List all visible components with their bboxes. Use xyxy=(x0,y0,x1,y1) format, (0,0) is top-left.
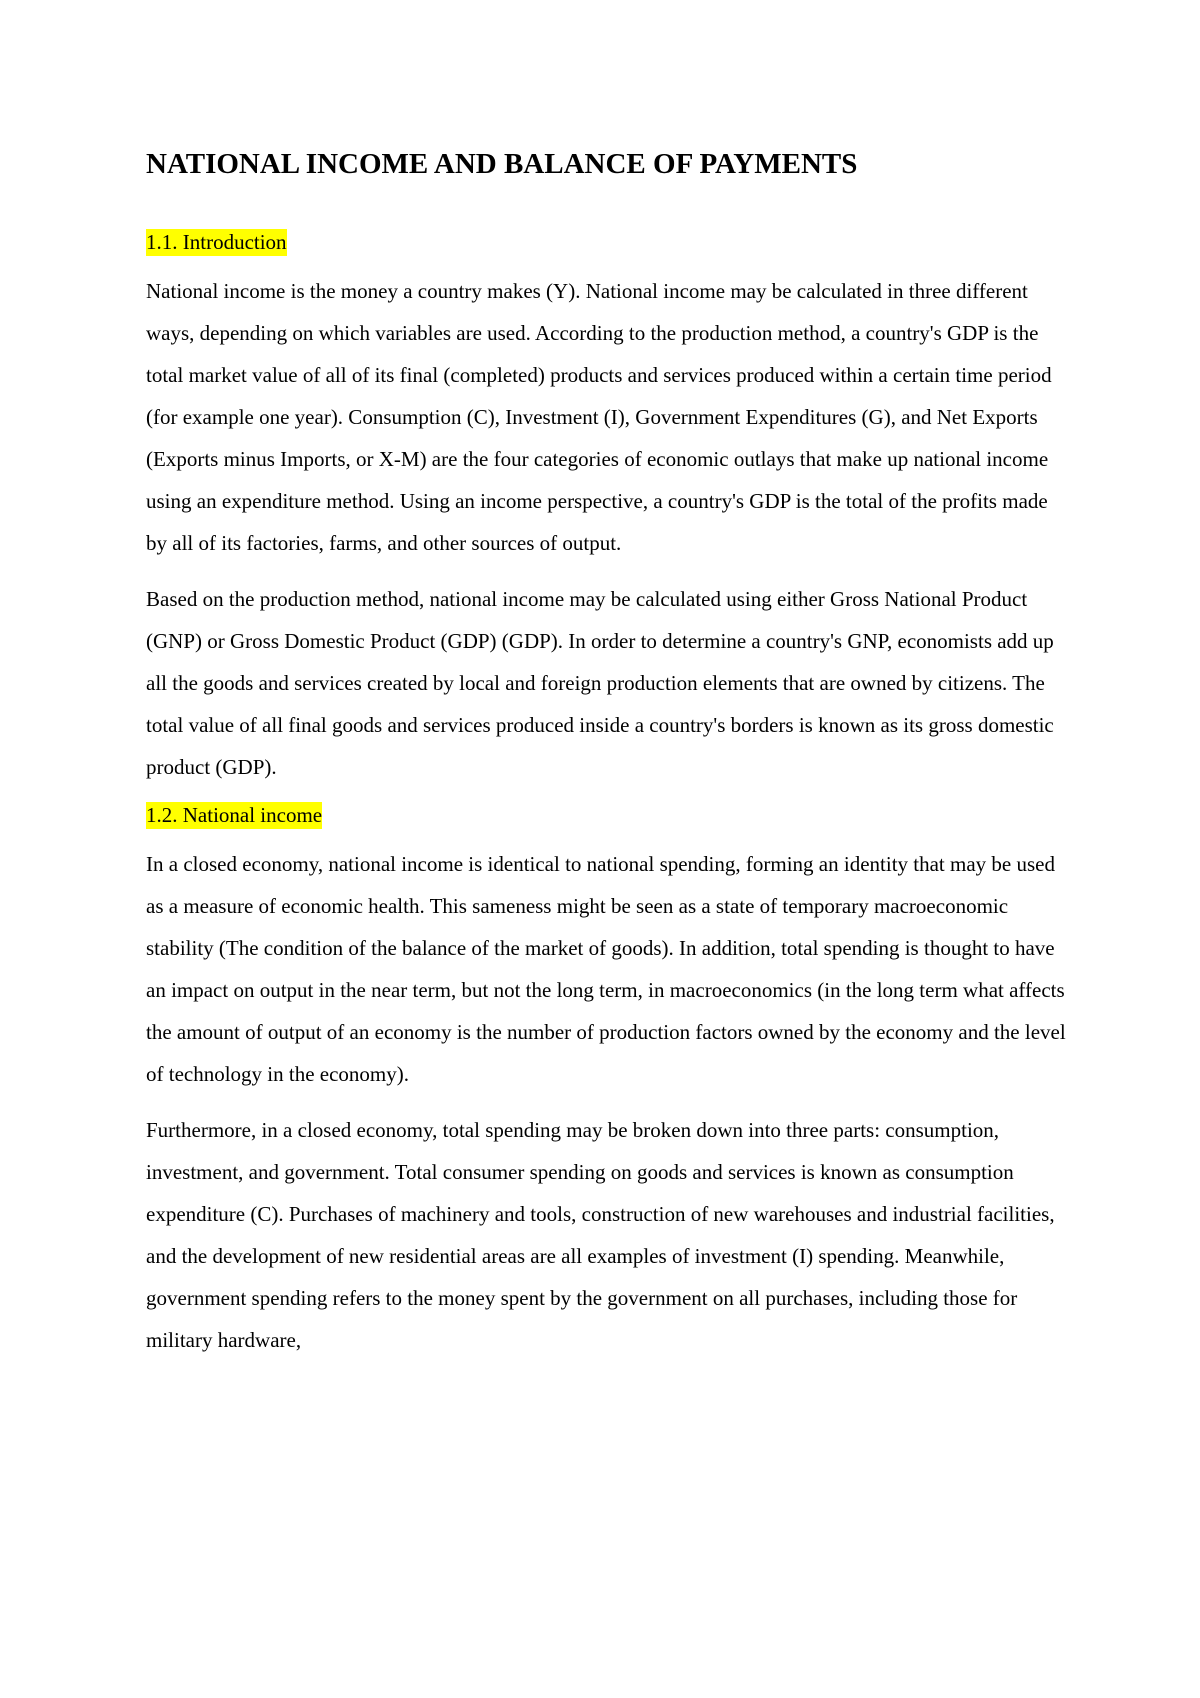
document-title: NATIONAL INCOME AND BALANCE OF PAYMENTS xyxy=(146,148,858,180)
paragraph: Based on the production method, national income may be calculated using either Gross National Product (GNP) or Gross Domestic Product (GDP) (GDP). In order to determine a country's GNP, economists add up all the goods and services created by local and foreign production elements that are owned by citizens. The total value of all final goods and services produced inside a country's borders is known as its gross domestic product (GDP). xyxy=(146,587,1054,779)
section-heading-introduction xyxy=(146,228,1070,256)
paragraph: Furthermore, in a closed economy, total spending may be broken down into three parts: consumption, investment, and government. Total consumer spending on goods and services is known as consumption expenditure (C). Purchases of machinery and tools, construction of new warehouses and industrial facilities, and the development of new residential areas are all examples of investment (I) spending. Meanwhile, government spending refers to the money spent by the government on all purchases, including those for military hardware, xyxy=(146,1118,1055,1352)
paragraph: National income is the money a country makes (Y). National income may be calculated in three different ways, depending on which variables are used. According to the production method, a country's GDP is the total market value of all of its final (completed) products and services produced within a certain time period (for example one year). Consumption (C), Investment (I), Government Expenditures (G), and Net Exports (Exports minus Imports, or X-M) are the four categories of economic outlays that make up national income using an expenditure method. Using an income perspective, a country's GDP is the total of the profits made by all of its factories, farms, and other sources of output. xyxy=(146,279,1052,555)
section-heading-national-income xyxy=(146,801,1070,829)
highlighted-heading-text: 1.2. National income xyxy=(146,803,323,827)
highlighted-heading-text: 1.1. Introduction xyxy=(146,230,287,254)
document-page xyxy=(146,146,1070,1361)
paragraph: In a closed economy, national income is identical to national spending, forming an identity that may be used as a measure of economic health. This sameness might be seen as a state of temporary macroeconomic stability (The condition of the balance of the market of goods). In addition, total spending is thought to have an impact on output in the near term, but not the long term, in macroeconomics (in the long term what affects the amount of output of an economy is the number of production factors owned by the economy and the level of technology in the economy). xyxy=(146,852,1066,1086)
